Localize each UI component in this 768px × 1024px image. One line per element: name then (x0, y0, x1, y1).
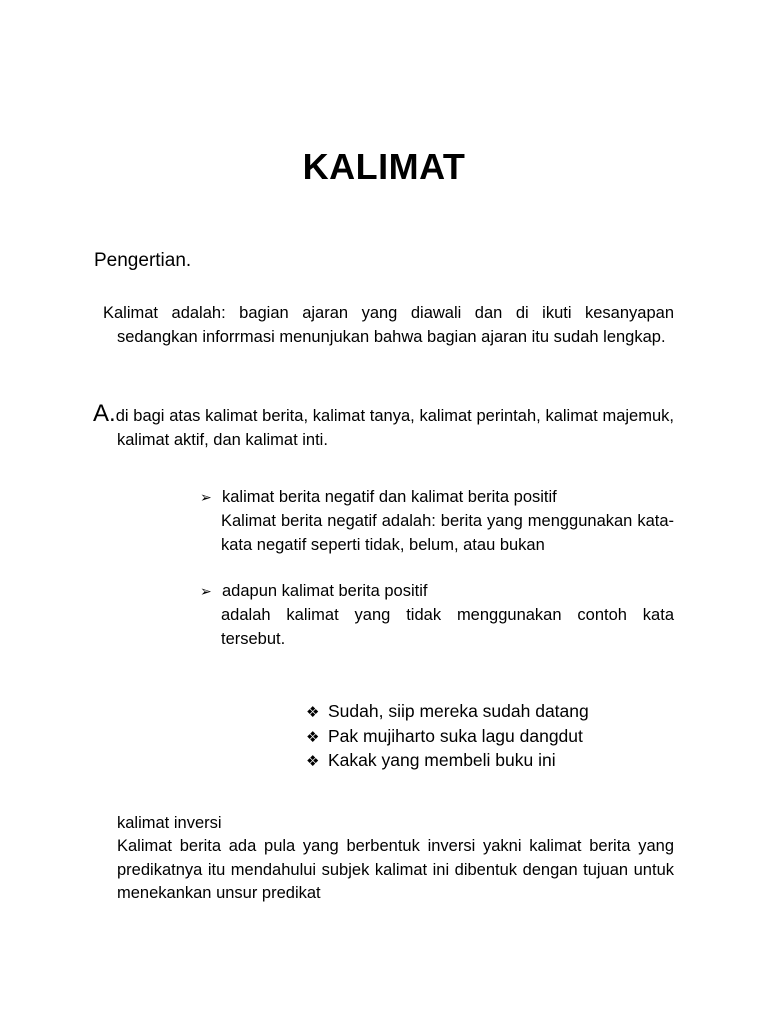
bullet-body: Kalimat berita negatif adalah: berita yang menggunakan kata-kata negatif seperti tidak, belum, atau bukan (221, 512, 674, 554)
example-text: Pak mujiharto suka lagu dangdut (328, 725, 583, 746)
bullet-item-positif (200, 580, 674, 604)
list-item (306, 725, 666, 750)
example-text: Kakak yang membeli buku ini (328, 750, 556, 770)
section-a-paragraph (93, 400, 674, 452)
bullet-body: adalah kalimat yang tidak menggunakan contoh kata tersebut. (221, 606, 674, 648)
section-heading: Pengertian. (94, 250, 192, 271)
inversi-heading: kalimat inversi (117, 814, 222, 832)
list-item (306, 700, 666, 725)
diamond-bullet-icon: ❖ (306, 753, 320, 770)
bullet-title: kalimat berita negatif dan kalimat berita positif (222, 488, 557, 506)
bullet-item-negatif (200, 486, 674, 510)
bullet-title: adapun kalimat berita positif (222, 582, 428, 600)
diamond-bullet-icon: ❖ (306, 704, 320, 721)
section-a-text: di bagi atas kalimat berita, kalimat tanya, kalimat perintah, kalimat majemuk, kalimat aktif, dan kalimat inti. (115, 407, 674, 449)
arrow-bullet-icon: ➢ (200, 489, 212, 505)
example-list (306, 700, 666, 774)
arrow-bullet-icon: ➢ (200, 583, 212, 599)
section-a-letter: A. (93, 400, 116, 427)
page-title: KALIMAT (302, 146, 466, 187)
example-text: Sudah, siip mereka sudah datang (328, 701, 589, 721)
diamond-bullet-icon: ❖ (306, 728, 320, 746)
definition-paragraph: Kalimat adalah: bagian ajaran yang diawali dan di ikuti kesanyapan sedangkan inforrmasi menunjukan bahwa bagian ajaran itu sudah lengkap. (103, 304, 674, 346)
inversi-paragraph: Kalimat berita ada pula yang berbentuk inversi yakni kalimat berita yang predikatnya itu mendahului subjek kalimat ini dibentuk dengan tujuan untuk menekankan unsur predikat (117, 837, 674, 902)
list-item (306, 749, 666, 774)
